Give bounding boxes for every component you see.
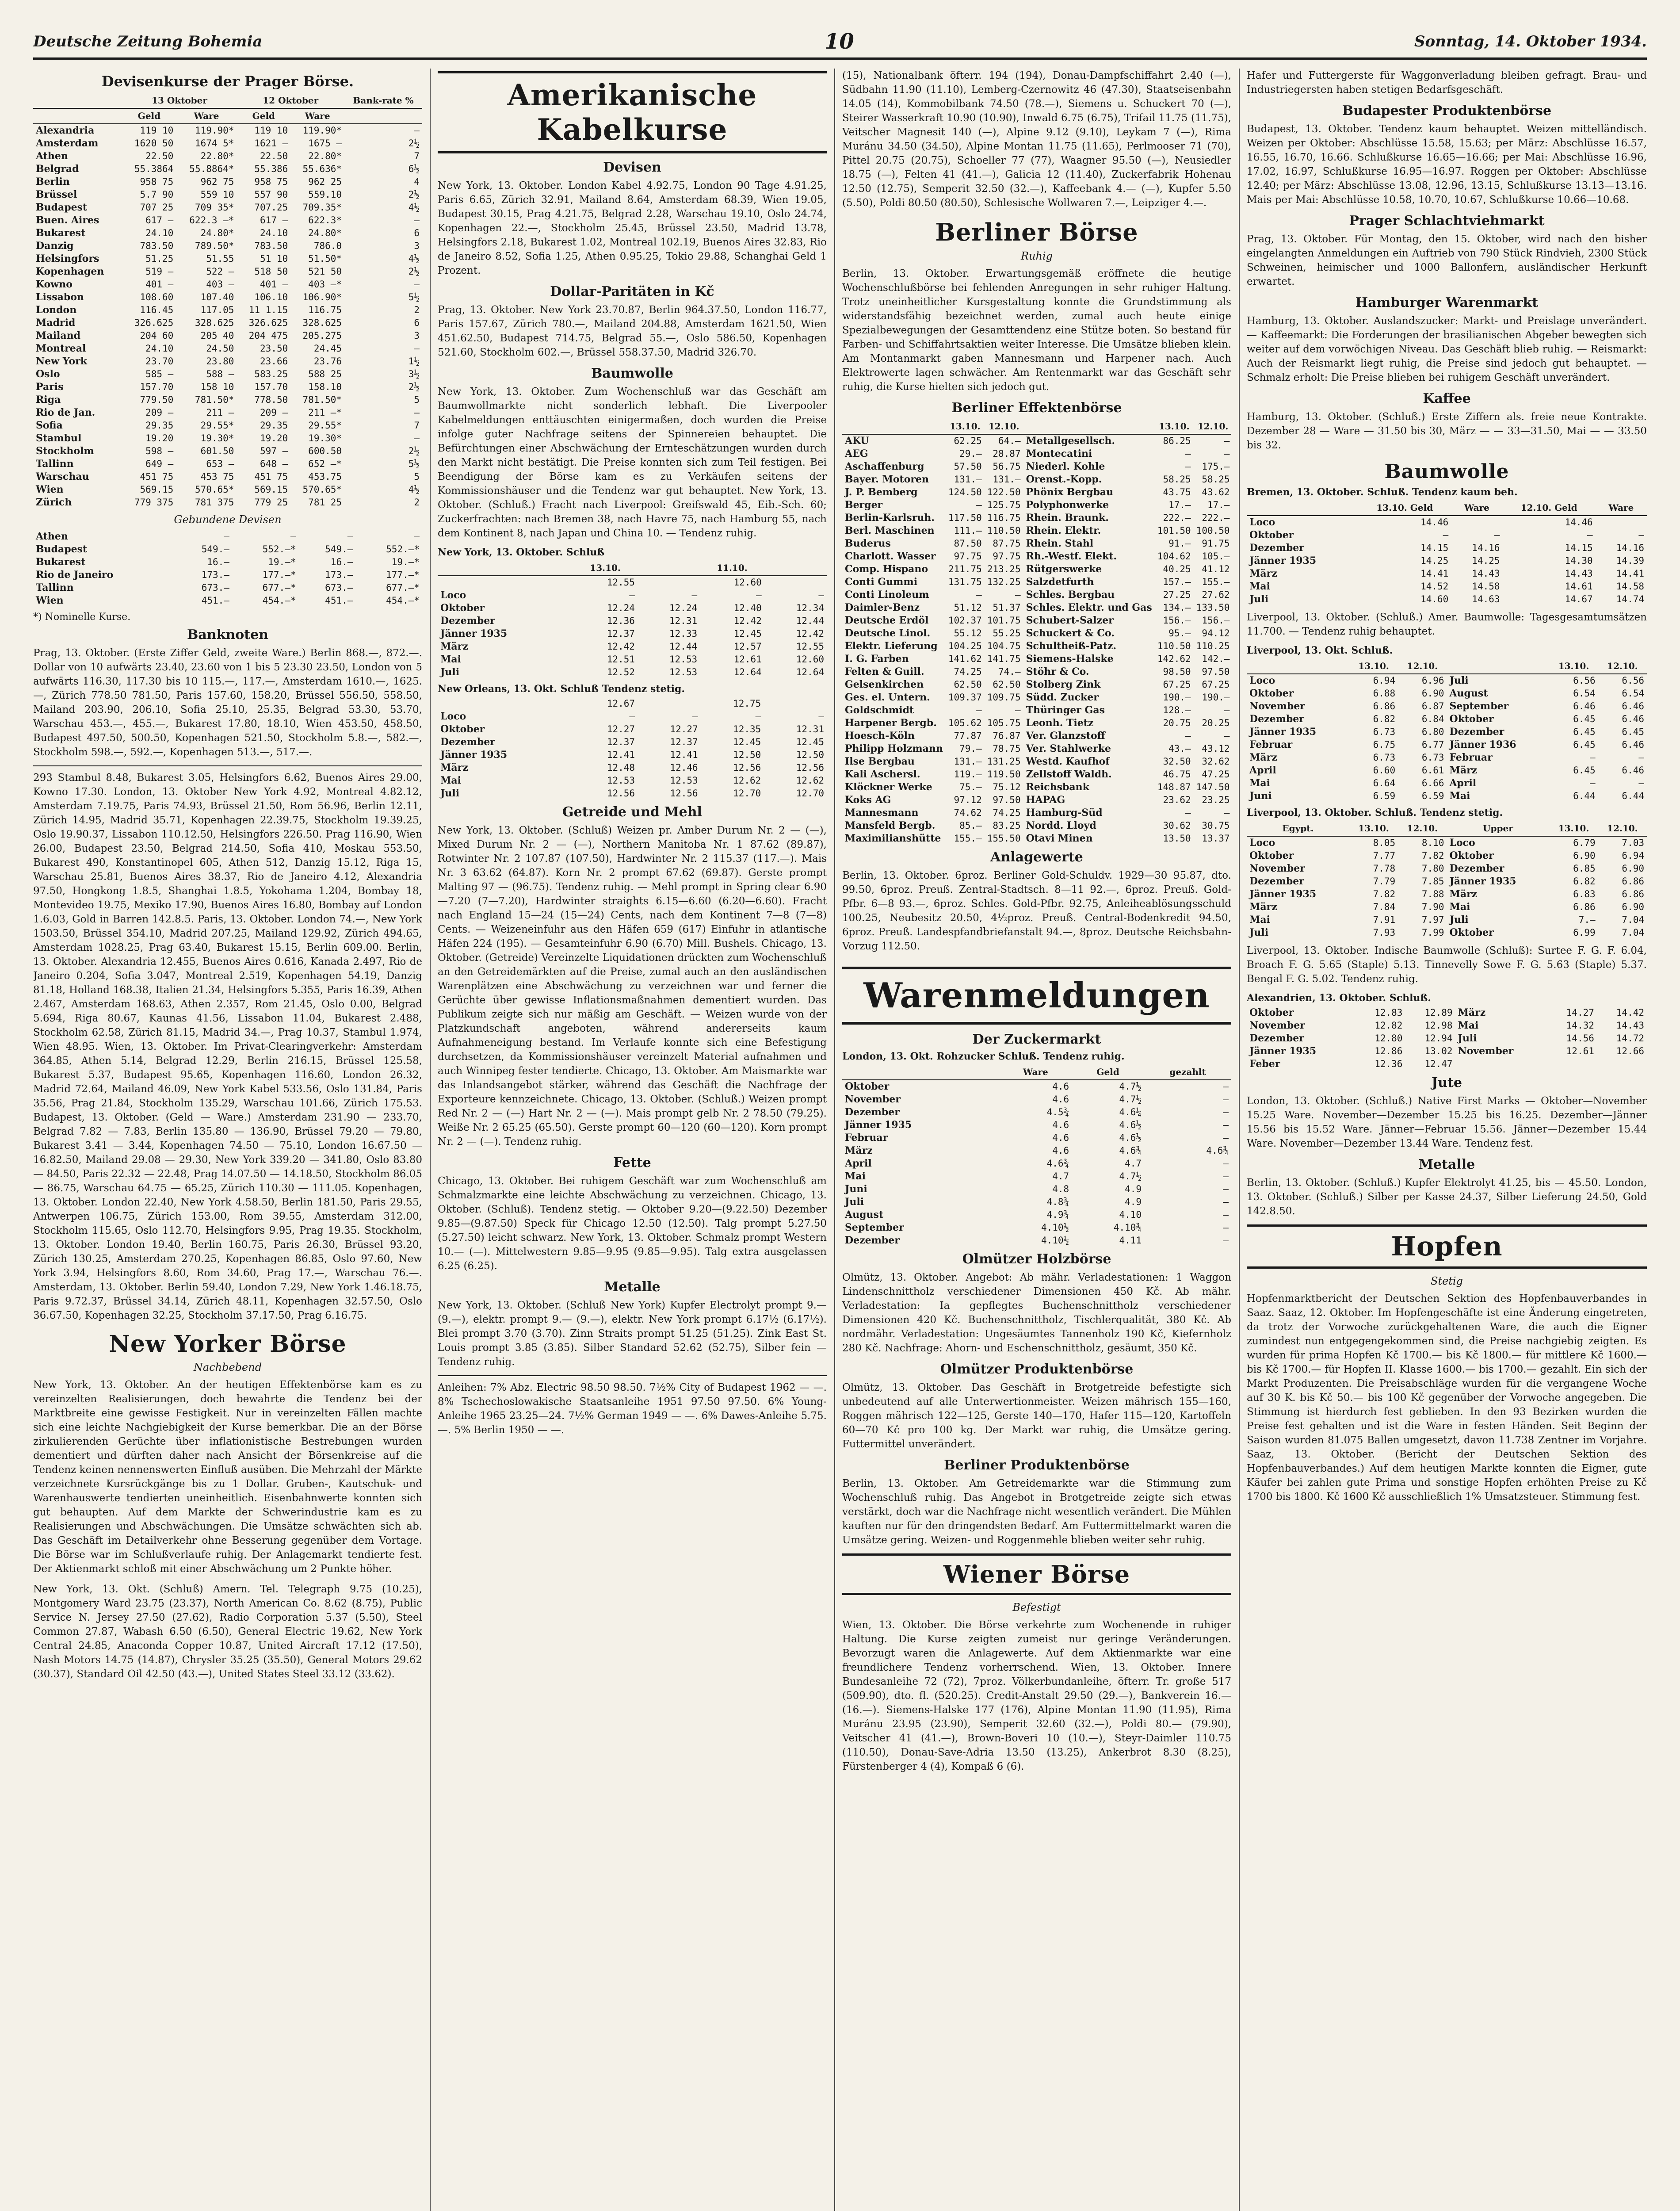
table-row: Oktober — — — — bbox=[1249, 529, 1644, 541]
table-row: I. G. Farben 141.62 141.75 Siemens-Halske 142.62 142.— bbox=[845, 653, 1230, 665]
table-row: Gelsenkirchen 62.50 62.50 Stolberg Zink 67.25 67.25 bbox=[845, 679, 1230, 690]
table-row: Koks AG 97.12 97.50 HAPAG 23.62 23.25 bbox=[845, 794, 1230, 806]
table-row: New York 23.70 23.80 23.66 23.76 1½ bbox=[36, 356, 420, 367]
liverpool2-table: Egypt. 13.10. 12.10. Upper 13.10. 12.10. Loco 8.05 8.10 Loco 6.79 7.03 Oktober 7.77 7.82 Oktober 6.90 6.94 November 7.78 7.80 Dezember 6.85 6.90 Dezember 7.79 7.85 Jänner 1935 6.82 6.86 Jänner 1935 7.82 7.88 März 6.83 6.86 März 7.84 7.90 Mai 6.86 6.90 Mai 7.91 7.97 Juli 7.— 7.04 Juli 7.93 7.99 Oktober 6.99 7.04 bbox=[1247, 821, 1647, 939]
table-row: Dezember 6.82 6.84 Oktober 6.45 6.46 bbox=[1249, 713, 1644, 725]
table-row: Februar 4.6 4.6½ — bbox=[845, 1132, 1229, 1144]
column-1 bbox=[33, 69, 422, 2211]
berl-prod-text: Berlin, 13. Oktober. Am Getreidemarkte war die Stimmung zum Wochenschluß ruhig. Das Angebot in Brotgetreide zeigte sich etwas verstärkt, doch war die Nachfrage nicht wesentlich verändert. Die Mühlen kauften nur für den dringendsten Bedarf. Am Futtermittelmarkt waren die Umsätze gering. Weizen- und Roggenmehle blieben weiter sehr ruhig. bbox=[842, 1478, 1231, 1546]
table-row: Athen — — — — bbox=[36, 531, 420, 542]
col-13-oct: 13 Oktober bbox=[122, 93, 237, 108]
ausland-kurse-text: 293 Stambul 8.48, Bukarest 3.05, Helsingfors 6.62, Buenos Aires 29.00, Kowno 17.30. London, 13. Oktober New York 4.92, Montreal 4.82.12, Amsterdam 7.19.75, Paris 74.93, Brüssel 21.50, Rom 56.96, Berlin 12.11, Zürich 14.95, Madrid 35.71, Kopenhagen 22.39.75, Stockholm 19.39.25, Oslo 19.90.37, Lissabon 110.12.50, Helsingfors 226.50. Prag 116.90, Wien 26.00, Budapest 23.50, Belgrad 214.50, Sofia 410, Moskau 553.50, Bukarest 490, Konstantinopel 605, Athen 512, Danzig 15.12, Riga 15, Warschau 25.81, Buenos Aires 38.37, Rio de Janeiro 4.12, Alexandria 97.50, Hongkong 1.8.5, Shanghai 1.8.5, Yokohama 1.204, Bombay 18, Montevideo 19.75, Mexiko 17.90, Buenos Aires 16.80, Bombay auf London 1.6.03, Gold in Barren 142.8.5. Paris, 13. Oktober. London 74.—, New York 1503.50, Brüssel 354.10, Madrid 207.25, Mailand 129.92, Zürich 494.65, Amsterdam 1028.25, Prag 63.40, Bukarest 15.15, Berlin 609.00. Berlin, 13. Oktober. Alexandria 12.455, Buenos Aires 0.616, Kanada 2.497, Rio de Janeiro 0.204, Sofia 3.047, Montreal 2.519, Kopenhagen 54.19, Danzig 81.18, Holland 168.38, Italien 21.34, Helsingfors 5.355, Paris 16.39, Athen 2.467, Amsterdam 168.63, Athen 2.357, Rom 21.45, Oslo 0.00, Belgrad 5.694, Riga 80.67, Kaunas 41.56, Lissabon 11.04, Bukarest 2.488, Stockholm 62.58, Zürich 81.15, Madrid 34.—, Prag 10.37, Stambul 1.974, Wien 48.95. Wien, 13. Oktober. Im Privat-Clearingverkehr: Amsterdam 364.85, Athen 5.14, Belgrad 12.29, Berlin 216.15, Brüssel 125.58, Bukarest 5.37, Budapest 95.65, Kopenhagen 116.60, London 26.32, Madrid 72.64, Mailand 46.09, New York Kabel 533.56, Oslo 131.84, Paris 35.56, Prag 21.84, Stockholm 135.29, Warschau 101.66, Zürich 175.53. Budapest, 13. Oktober. (Geld — Ware.) Amsterdam 231.90 — 233.70, Belgrad 7.82 — 7.83, Berlin 135.80 — 136.90, Brüssel 79.20 — 79.80, Bukarest 3.41 — 3.44, Kopenhagen 74.50 — 75.10, London 16.67.50 — 16.82.50, Mailand 29.08 — 29.30, New York 339.20 — 341.80, Oslo 83.80 — 84.50, Paris 22.32 — 22.48, Prag 14.07.50 — 14.18.50, Stockholm 86.05 — 86.75, Warschau 64.75 — 65.25, Zürich 110.30 — 111.05. Kopenhagen, 13. Oktober. London 22.40, New York 4.58.50, Berlin 181.50, Paris 29.55, Antwerpen 106.75, Zürich 153.00, Rom 39.55, Amsterdam 312.00, Stockholm 115.65, Oslo 112.70, Helsingfors 9.95, Prag 19.35. Stockholm, 13. Oktober. London 19.40, Berlin 160.75, Paris 26.30, Brüssel 93.20, Zürich 130.25, Amsterdam 270.25, Kopenhagen 86.85, Oslo 97.60, New York 3.94, Helsingfors 8.60, Rom 34.60, Prag 17.—, Warschau 76.—. Amsterdam, 13. Oktober. Berlin 59.40, London 7.29, New York 1.46.18.75, Paris 9.72.37, Brüssel 34.14, Zürich 48.11, Kopenhagen 32.57.50, Oslo 36.67.50, Kopenhagen 32.25, Stockholm 37.17.50, Prag 6.16.75. bbox=[33, 772, 422, 1321]
table-row: J. P. Bemberg 124.50 122.50 Phönix Bergbau 43.75 43.62 bbox=[845, 486, 1230, 498]
newyork-schluss-text: New York, 13. Okt. (Schluß) Amern. Tel. Telegraph 9.75 (10.25), Montgomery Ward 23.75 (23.37), North American Co. 8.62 (8.75), Public Service N. Jersey 27.50 (27.62), Radio Corporation 5.37 (5.50), Steel Common 27.87, Wabash 6.50 (6.50), General Electric 19.62, New York Central 24.85, Anaconda Copper 10.87, United Aircraft 17.12 (17.50), Nash Motors 14.75 (14.87), Chrysler 35.25 (35.50), General Motors 29.62 (30.37), Standard Oil 42.50 (43.—), United States Steel 33.12 (33.62). bbox=[33, 1584, 422, 1680]
table-row: April 6.60 6.61 März 6.45 6.46 bbox=[1249, 765, 1644, 776]
table-row: März 12.48 12.46 12.56 12.56 bbox=[440, 762, 824, 773]
table-row: Jänner 1935 12.86 13.02 November 12.61 12.66 bbox=[1249, 1045, 1644, 1057]
newyork-boerse-title: New Yorker Börse bbox=[109, 1331, 347, 1358]
table-row: Mai 7.91 7.97 Juli 7.— 7.04 bbox=[1249, 914, 1644, 926]
table-row: Februar 6.75 6.77 Jänner 1936 6.45 6.46 bbox=[1249, 739, 1644, 750]
kaffee-text: Hamburg, 13. Oktober. (Schluß.) Erste Ziffern als. freie neue Kontrakte. Dezember 28 — Ware — 31.50 bis 30, März — — 33—31.50, Mai — — 33.50 bis 32. bbox=[1247, 411, 1647, 451]
hamburg-waren-text: Hamburg, 13. Oktober. Auslandszucker: Markt- und Preislage unverändert. — Kaffeemarkt: Die Forderungen der brasilianischen Abgeber bewegten sich weiter auf dem vorwöchigen Niveau. Das Geschäft blieb ruhig. — Reismarkt: Auch der Reismarkt liegt ruhig, die Preise sind jedoch gut behauptet. — Schmalz erholt: Die Preise blieben bei ruhigem Geschäft unverändert. bbox=[1247, 315, 1647, 383]
olm-holz-text: Olmütz, 13. Oktober. Angebot: Ab mähr. Verladestationen: 1 Waggon Lindenschnittholz verschiedener Dimensionen 450 Kč. Ab mähr. Verladestation: Ia gepflegtes Buchenschnittholz verschiedener Dimensionen 420 Kč. Buchenschnittholz, Tischlerqualität, 380 Kč. Ab nordmähr. Verladestation: Ungesäumtes Tannenholz 190 Kč, Kiefernholz 280 Kč. Nachfrage: Ahorn- und Eschenschnittholz, gesäumt, 350 Kč. bbox=[842, 1272, 1231, 1354]
table-row: Ilse Bergbau 131.— 131.25 Westd. Kaufhof 32.50 32.62 bbox=[845, 756, 1230, 767]
table-row: Paris 157.70 158 10 157.70 158.10 2½ bbox=[36, 381, 420, 393]
table-row: Berger — 125.75 Polyphonwerke 17.— 17.— bbox=[845, 499, 1230, 511]
table-row: Hoesch-Köln 77.87 76.87 Ver. Glanzstoff — — bbox=[845, 730, 1230, 742]
table-row: Oslo 585 — 588 — 583.25 588 25 3½ bbox=[36, 368, 420, 380]
table-row: Mansfeld Bergb. 85.— 83.25 Nordd. Lloyd 30.62 30.75 bbox=[845, 820, 1230, 831]
liverpool-table: 13.10. 12.10. 13.10. 12.10. Loco 6.94 6.96 Juli 6.56 6.56 Oktober 6.88 6.90 August 6.54 6.54 November 6.86 6.87 September 6.46 6.46 Dezember 6.82 6.84 Oktober 6.45 6.46 Jänner 1935 6.73 6.80 Dezember 6.45 6.45 Februar 6.75 6.77 Jänner 1936 6.45 6.46 März 6.73 6.73 Februar — — April 6.60 6.61 März 6.45 6.46 Mai 6.64 6.66 April — — Juni 6.59 6.59 Mai 6.44 6.44 bbox=[1247, 659, 1647, 803]
devisen-subtitle: Devisen bbox=[603, 160, 661, 175]
column-rule bbox=[1239, 69, 1240, 2211]
zuckermarkt-title: Der Zuckermarkt bbox=[972, 1032, 1101, 1047]
table-row: Juli 12.56 12.56 12.70 12.70 bbox=[440, 788, 824, 799]
table-row: Mailand 204 60 205 40 204 475 205.275 3 bbox=[36, 330, 420, 341]
table-row: März 12.42 12.44 12.57 12.55 bbox=[440, 641, 824, 652]
table-row: Kali Aschersl. 119.— 119.50 Zellstoff Waldh. 46.75 47.25 bbox=[845, 769, 1230, 780]
table-row: November 12.82 12.98 Mai 14.32 14.43 bbox=[1249, 1020, 1644, 1031]
table-row: Elektr. Lieferung 104.25 104.75 Schultheiß-Patz. 110.50 110.25 bbox=[845, 640, 1230, 652]
liverpool2-head: Liverpool, 13. Oktober. Schluß. Tendenz stetig. bbox=[1247, 807, 1503, 819]
effektenboerse-title: Berliner Effektenbörse bbox=[951, 400, 1122, 416]
table-row: Oktober 4.6 4.7½ — bbox=[845, 1081, 1229, 1092]
column-4 bbox=[1247, 69, 1647, 2211]
table-row: Dezember 12.80 12.94 Juli 14.56 14.72 bbox=[1249, 1033, 1644, 1044]
table-row: Oktober 12.24 12.24 12.40 12.34 bbox=[440, 602, 824, 614]
banknoten-text: Prag, 13. Oktober. (Erste Ziffer Geld, zweite Ware.) Berlin 868.—, 872.—. Dollar von 10 aufwärts 23.40, 23.60 von 1 bis 5 23.30 23.50, London von 5 aufwärts 116.30, 117.30 bis 10 115.—, 117.—, Amsterdam 1610.—, 1625.—, Zürich 778.50 781.50, Paris 157.60, 158.20, Brüssel 556.50, 558.50, Mailand 203.90, 206.10, Sofia 25.10, 25.35, Belgrad 53.30, 53.70, Warschau 453.—, 455.—, Bukarest 17.80, 18.10, Wien 453.50, 458.50, Budapest 497.50, 500.50, Kopenhagen 521.50, Stockholm 5.8.—, 582.—, Stockholm 598.—, 592.—, Kopenhagen 513.—, 517.—. bbox=[33, 647, 422, 758]
column-2 bbox=[438, 69, 827, 2211]
table-row: Conti Linoleum — — Schles. Bergbau 27.25 27.62 bbox=[845, 589, 1230, 601]
table-row: Juli 4.8¾ 4.9 — bbox=[845, 1196, 1229, 1208]
table-row: Berlin-Karlsruh. 117.50 116.75 Rhein. Braunk. 222.— 222.— bbox=[845, 512, 1230, 524]
table-row: Lissabon 108.60 107.40 106.10 106.90* 5½ bbox=[36, 291, 420, 303]
table-row: Oktober 12.83 12.89 März 14.27 14.42 bbox=[1249, 1007, 1644, 1018]
table-row: Ges. el. Untern. 109.37 109.75 Südd. Zucker 190.— 190.— bbox=[845, 692, 1230, 703]
table-row: Jänner 1935 14.25 14.25 14.30 14.39 bbox=[1249, 555, 1644, 566]
column-rule bbox=[430, 69, 431, 2211]
no-baumwolle-head: New Orleans, 13. Okt. Schluß Tendenz stetig. bbox=[438, 683, 685, 695]
table-row: August 4.9¾ 4.10 — bbox=[845, 1209, 1229, 1220]
table-row: Loco — — — — bbox=[440, 711, 824, 722]
gebundene-title: Gebundene Devisen bbox=[174, 513, 282, 526]
footnote: *) Nominelle Kurse. bbox=[33, 612, 131, 623]
table-row: März 7.84 7.90 Mai 6.86 6.90 bbox=[1249, 901, 1644, 913]
wiener-boerse-subtitle: Befestigt bbox=[1012, 1601, 1061, 1614]
table-row: AKU 62.25 64.— Metallgesellsch. 86.25 — bbox=[845, 435, 1230, 447]
hopfen-title: Hopfen bbox=[1247, 1224, 1647, 1269]
wien-kurse-continued: (15), Nationalbank öfterr. 194 (194), Donau-Dampfschiffahrt 2.40 (—), Südbahn 11.90 (11.10), Lemberg-Czernowitz 46 (47.30), Staatseisenbahn 14.05 (14), Kommobilbank 74.50 (78.—), Siemens u. Schuckert 70 (—), Steirer Wasserkraft 10.90 (10.90), Inwald 6.75 (6.75), Trifail 11.75 (11.75), Veitscher Magnesit 140 (—), Alpine 9.12 (9.10), Leykam 7 (—), Rima Muránu 34.50 (34.50), Alpine Montan 11.75 (11.65), Perlmooser 71 (70), Pittel 20.75 (20.75), Schoeller 77 (77), Waagner 95.50 (—), Neusiedler 18.75 (—), Felten 41 (41.—), Galicia 12 (11.40), Zuckerfabrik Hohenau 12.50 (12.75), Semperit 32.50 (32.—), Kaffeebank 4.— (—), Kupfer 5.50 (5.50), Poldi 80.50 (80.50), Schlesische Wollwaren 7.—, Leipziger 4.—. bbox=[842, 70, 1231, 209]
kabelkurse-title: Amerikanische Kabelkurse bbox=[438, 71, 827, 153]
table-row: Deutsche Erdöl 102.37 101.75 Schubert-Salzer 156.— 156.— bbox=[845, 615, 1230, 626]
fette-title: Fette bbox=[613, 1155, 651, 1171]
liverpool-text: Liverpool, 13. Oktober. (Schluß.) Amer. Baumwolle: Tagesgesamtumsätzen 11.700. — Tendenz ruhig behauptet. bbox=[1247, 612, 1647, 637]
table-row: Mannesmann 74.62 74.25 Hamburg-Süd — — bbox=[845, 807, 1230, 819]
jute-text: London, 13. Oktober. (Schluß.) Native First Marks — Oktober—November 15.25 Ware. November—Dezember 15.25 bis 16.25. Dezember—Jänner 15.56 bis 15.52 Ware. Jänner—Februar 15.56. Jänner—Dezember 15.44 Ware. November—Dezember 13.44 Ware. Tendenz fest. bbox=[1247, 1095, 1647, 1149]
olm-holz-title: Olmützer Holzbörse bbox=[962, 1251, 1111, 1267]
table-row: Aschaffenburg 57.50 56.75 Niederl. Kohle — 175.— bbox=[845, 461, 1230, 472]
anlagewerte-title: Anlagewerte bbox=[990, 849, 1083, 865]
table-row: März 6.73 6.73 Februar — — bbox=[1249, 752, 1644, 763]
table-row: Feber 12.36 12.47 bbox=[1249, 1058, 1453, 1070]
devisen-text: New York, 13. Oktober. London Kabel 4.92.75, London 90 Tage 4.91.25, Paris 6.65, Zürich 32.91, Mailand 8.64, Amsterdam 68.39, Wien 19.05, Budapest 30.15, Prag 4.21.75, Belgrad 2.28, Warschau 19.10, Oslo 24.74, Kopenhagen 22.—, Stockholm 25.45, Brüssel 23.50, Madrid 13.78, Helsingfors 2.18, Bukarest 1.02, Montreal 102.19, Buenos Aires 32.83, Rio de Janeiro 8.52, Sofia 1.25, Athen 0.95.25, Tokio 29.88, Schanghai Geld 1 Prozent. bbox=[438, 180, 827, 276]
table-row: März 14.41 14.43 14.43 14.41 bbox=[1249, 568, 1644, 579]
table-row: Riga 779.50 781.50* 778.50 781.50* 5 bbox=[36, 394, 420, 405]
table-row: Helsingfors 51.25 51.55 51 10 51.50* 4½ bbox=[36, 253, 420, 264]
indisch-text: Liverpool, 13. Oktober. Indische Baumwolle (Schluß): Surtee F. G. F. 6.04, Broach F. G. 5.65 (Staple) 5.13. Tinnevelly Sowe F. G. 5.63 (Staple) 5.37. Bengal F. G. 5.02. Tendenz ruhig. bbox=[1247, 945, 1647, 985]
table-row: Oktober 6.88 6.90 August 6.54 6.54 bbox=[1249, 688, 1644, 699]
newyork-boerse-text: New York, 13. Oktober. An der heutigen Effektenbörse kam es zu vereinzelten Realisierungen, doch bewahrte die Tendenz bei der Marktbreite eine gewisse Festigkeit. Nur in vereinzelten Fällen machte sich eine leichte Nachgiebigkeit der Kurse bemerkbar. Die an der Börse zirkulierenden Gerüchte über inflationistische Bestrebungen wurden dementiert und dürften daher nach Ansicht der Börsenkreise auf die Tendenz keinen nennenswerten Einfluß ausüben. Die Mehrzahl der Märkte verzeichnete Kursrückgänge bis zu 1 Dollar. Gruben-, Kautschuk- und Warenhauswerte tendierten uneinheitlich. Eisenbahnwerte konnten sich gut behaupten. Auf dem Markte der Schwerindustrie kam es zu Realisierungen und Abschwächungen. Die Umsätze schwächten sich ab. Das Geschäft im Detailverkehr ohne Besserung gegenüber dem Vortage. Die Börse war im Schlußverlaufe ruhig. Der Anlagemarkt tendierte fest. Der Aktienmarkt schloß mit einer Abschwächung um 2 Punkte höher. bbox=[33, 1379, 422, 1575]
table-row: Mai 4.7 4.7½ — bbox=[845, 1171, 1229, 1182]
hafer-text: Hafer und Futtergerste für Waggonverladung bleiben gefragt. Brau- und Industriegersten haben stetigen Bedarfsgeschäft. bbox=[1247, 70, 1647, 96]
getreide-title: Getreide und Mehl bbox=[562, 804, 702, 820]
table-row: Warschau 451 75 453 75 451 75 453.75 5 bbox=[36, 471, 420, 482]
banknoten-title: Banknoten bbox=[187, 627, 268, 643]
dollar-paritaeten-title: Dollar-Paritäten in Kč bbox=[550, 284, 714, 299]
table-row: Philipp Holzmann 79.— 78.75 Ver. Stahlwerke 43.— 43.12 bbox=[845, 743, 1230, 754]
column-3 bbox=[842, 69, 1231, 2211]
berliner-boerse-title: Berliner Börse bbox=[935, 218, 1138, 246]
table-row: April 4.6¾ 4.7 — bbox=[845, 1158, 1229, 1169]
table-row: Loco 8.05 8.10 Loco 6.79 7.03 bbox=[1249, 837, 1644, 849]
column-rule bbox=[834, 69, 835, 2211]
alex-head: Alexandrien, 13. Oktober. Schluß. bbox=[1247, 992, 1431, 1004]
table-row: Dezember 14.15 14.16 14.15 14.16 bbox=[1249, 542, 1644, 554]
table-row: Berlin 958 75 962 75 958 75 962 25 4 bbox=[36, 176, 420, 187]
table-row: Alexandria 119 10 119.90* 119 10 119.90* — bbox=[36, 125, 420, 136]
table-row: Athen 22.50 22.80* 22.50 22.80* 7 bbox=[36, 150, 420, 162]
table-row: Tallinn 673.— 677.—* 673.— 677.—* bbox=[36, 582, 420, 593]
masthead bbox=[33, 27, 1647, 60]
wiener-boerse-title: Wiener Börse bbox=[842, 1553, 1231, 1595]
table-row: Juni 4.8 4.9 — bbox=[845, 1183, 1229, 1195]
table-row: Buderus 87.50 87.75 Rhein. Stahl 91.— 91.75 bbox=[845, 538, 1230, 549]
col-bankrate: Bank-rate % bbox=[344, 93, 422, 108]
anlagewerte-text: Berlin, 13. Oktober. 6proz. Berliner Gold-Schuldv. 1929—30 95.87, dto. 99.50, 6proz. Preuß. Zentral-Stadtsch. 8—11 92.—, 6proz. Preuß. Gold-Pfbr. 6—8 93.—, 6proz. Schles. Gold-Pfbr. 92.75, Anleiheablösungsschuld 100.25, Neubesitz 20.50, 4½proz. Preuß. Central-Bodenkredit 94.50, 6proz. Preuß. Landespfandbriefanstalt 94.—, 8proz. Deutsche Reichsbahn-Vorzug 112.50. bbox=[842, 870, 1231, 952]
schlachtvieh-title: Prager Schlachtviehmarkt bbox=[1349, 213, 1545, 229]
table-row: Bayer. Motoren 131.— 131.— Orenst.-Kopp. 58.25 58.25 bbox=[845, 474, 1230, 485]
baumwolle-text: New York, 13. Oktober. Zum Wochenschluß war das Geschäft am Baumwollmarkte nicht sonderlich lebhaft. Die Liverpooler Kabelmeldungen enttäuschten einigermaßen, doch wurden die Preise infolge guter Nachfrage seitens der Spinnereien behauptet. Die Befürchtungen einer Abschwächung der Ernteschätzungen wurden durch den Markt nicht bestätigt. Die Preise konnten sich zum Teil festigen. Bei Beendigung der Börse kam es zu Verkäufen seitens der Kommissionshäuser und die Tendenz war gut behauptet. New York, 13. Oktober. (Schluß.) Fracht nach Liverpool: Greifswald 45, Eib.-Sch. 60; Zuckerfrachten: nach Bremen 38, nach Havre 75, nach Hamburg 55, nach dem Kontinent 8, nach Japan und China 10. — Tendenz ruhig. bbox=[438, 386, 827, 539]
devisen-prag-table: 13 Oktober 12 Oktober Bank-rate % Geld Ware Geld Ware Alexandria 119 10 119.90* 119 10 119.90* — Amsterdam 1620 50 1674 5* 1621 — 1675 — 2½ Athen 22.50 22.80* 22.50 22.80* 7 Belgrad 55.3864 55.8864* 55.386 55.636* 6½ Berlin 958 75 962 75 958 75 962 25 4 Brüssel 5.7 90 559 10 557 90 559.10 2½ Budapest 707 25 709 35* 707.25 709.35* 4½ Buen. Aires 617 — 622.3 —* 617 — 622.3* — Bukarest 24.10 24.80* 24.10 24.80* 6 Danzig 783.50 789.50* 783.50 786.0 3 Helsingfors 51.25 51.55 51 10 51.50* 4½ Kopenhagen 519 — 522 — 518 50 521 50 2½ Kowno 401 — 403 — 401 — 403 —* — Lissabon 108.60 107.40 106.10 106.90* 5½ London 116.45 117.05 11 1.15 116.75 2 Madrid 326.625 328.625 326.625 328.625 6 Mailand 204 60 205 40 204 475 205.275 3 Montreal 24.10 24.50 23.50 24.45 — New York 23.70 23.80 23.66 23.76 1½ Oslo 585 — 588 — 583.25 588 25 3½ Paris 157.70 158 10 157.70 158.10 2½ Riga 779.50 781.50* 778.50 781.50* 5 Rio de Jan. 209 — 211 — 209 — 211 —* — Sofia 29.35 29.55* 29.35 29.55* 7 Stambul 19.20 19.30* 19.20 19.30* — Stockholm 598 — 601.50 597 — 600.50 2½ Tallinn 649 — 653 — 648 — 652 —* 5½ Warschau 451 75 453 75 451 75 453.75 5 Wien 569.15 570.65* 569.15 570.65* 4½ Zürich 779 375 781 375 779 25 781 25 2 bbox=[33, 93, 422, 509]
zucker-head: London, 13. Okt. Rohzucker Schluß. Tendenz ruhig. bbox=[842, 1051, 1125, 1062]
bremen-table: 13.10. Geld Ware 12.10. Geld Ware Loco 14.46 14.46 Oktober — — — — Dezember 14.15 14.16 14.15 14.16 Jänner 1935 14.25 14.25 14.30 14.39 März 14.41 14.43 14.43 14.41 Mai 14.52 14.58 14.61 14.58 Juli 14.60 14.63 14.67 14.74 bbox=[1247, 501, 1647, 606]
metalle-title: Metalle bbox=[604, 1279, 661, 1295]
table-row: November 6.86 6.87 September 6.46 6.46 bbox=[1249, 700, 1644, 712]
table-row: Juli 7.93 7.99 Oktober 6.99 7.04 bbox=[1249, 927, 1644, 938]
berliner-boerse-text: Berlin, 13. Oktober. Erwartungsgemäß eröffnete die heutige Wochenschlußbörse bei fehlenden Anregungen in sehr ruhiger Haltung. Trotz uneinheitlicher Kursgestaltung konnte die Grundstimmung als widerstandsfähig bezeichnet werden, zumal auch heute einige Spezialbewegungen der Gesamttendenz eine Stütze boten. So bestand für Farben- und Schiffahrtsaktien weiter Interesse. Die Umsätze blieben klein. Am Montanmarkt gaben Mannesmann und Harpener nach. Auch Elektrowerte lagen schwächer. Am Rentenmarkt war das Geschäft sehr ruhig, die Kurse hielten sich jedoch gut. bbox=[842, 268, 1231, 393]
table-row: AEG 29.— 28.87 Montecatini — — bbox=[845, 448, 1230, 459]
table-row: Deutsche Linol. 55.12 55.25 Schuckert & Co. 95.— 94.12 bbox=[845, 627, 1230, 639]
table-row: Budapest 549.— 552.—* 549.— 552.—* bbox=[36, 543, 420, 555]
fette-text: Chicago, 13. Oktober. Bei ruhigem Geschäft war zum Wochenschluß am Schmalzmarkte eine leichte Abschwächung zu verzeichnen. Chicago, 13. Oktober. (Schluß). Tendenz stetig. — Oktober 9.20—(9.22.50) Dezember 9.85—(9.87.50) Speck für Chicago 12.50 (12.50). Talg prompt 5.27.50 (5.27.50) leicht schwarz. New York, 13. Oktober. Schmalz prompt Western 10.— (—). Mittelwestern 9.85—9.95 (9.85—9.95). Talg extra ausgelassen 6.25 (6.25). bbox=[438, 1175, 827, 1272]
col-12-oct: 12 Oktober bbox=[237, 93, 344, 108]
table-row: Sofia 29.35 29.55* 29.35 29.55* 7 bbox=[36, 420, 420, 431]
table-row: Mai 12.51 12.53 12.61 12.60 bbox=[440, 654, 824, 665]
wiener-boerse-text: Wien, 13. Oktober. Die Börse verkehrte zum Wochenende in ruhiger Haltung. Die Kurse zeigten zumeist nur geringe Veränderungen. Bevorzugt waren die Anlagewerte. Auf dem Aktienmarkte war eine freundlichere Tendenz vorherrschend. Wien, 13. Oktober. Innere Bundesanleihe 72 (72), 7proz. Völkerbundanleihe, öfterr. Tr. große 517 (509.90), dto. fl. (520.25). Credit-Anstalt 29.50 (29.—), Bankverein 16.— (16.—). Siemens-Halske 177 (176), Alpine Montan 11.90 (11.95), Rima Muránu 23.95 (23.90), Semperit 32.60 (32.—), Poldi 80.— (79.90), Veitscher 41 (41.—), Brown-Boveri 10 (10.—), Steyr-Daimler 110.75 (110.50), Donau-Save-Adria 13.50 (13.25), Ankerbrot 8.30 (8.25), Fürstenberger 4 (4), Kompaß 6 (6). bbox=[842, 1619, 1231, 1772]
berl-prod-title: Berliner Produktenbörse bbox=[944, 1457, 1130, 1473]
anleihen-text: Anleihen: 7% Abz. Electric 98.50 98.50. 7½% City of Budapest 1962 — —. 8% Tschechoslowakische Staatsanleihe 1951 97.50 97.50. 6% Young-Anleihe 1965 23.25—24. 7½% German 1949 — —. 6% Dawes-Anleihe 5.75.—. 5% Berlin 1950 — —. bbox=[438, 1382, 827, 1436]
table-row: Wien 451.— 454.—* 451.— 454.—* bbox=[36, 595, 420, 606]
table-row: Harpener Bergb. 105.62 105.75 Leonh. Tietz 20.75 20.25 bbox=[845, 717, 1230, 729]
table-row: Brüssel 5.7 90 559 10 557 90 559.10 2½ bbox=[36, 189, 420, 200]
table-row: Belgrad 55.3864 55.8864* 55.386 55.636* 6½ bbox=[36, 163, 420, 175]
table-row: Rio de Jan. 209 — 211 — 209 — 211 —* — bbox=[36, 407, 420, 418]
gebundene-table bbox=[33, 530, 422, 607]
kaffee-title: Kaffee bbox=[1423, 391, 1471, 406]
table-row: Oktober 7.77 7.82 Oktober 6.90 6.94 bbox=[1249, 850, 1644, 861]
divider bbox=[438, 1375, 827, 1376]
table-row: Klöckner Werke 75.— 75.12 Reichsbank 148.87 147.50 bbox=[845, 781, 1230, 793]
table-row: Juli 14.60 14.63 14.67 14.74 bbox=[1249, 593, 1644, 605]
table-row: November 4.6 4.7½ — bbox=[845, 1094, 1229, 1105]
no-baumwolle-table: 12.67 12.75 Loco — — — — Oktober 12.27 12.27 12.35 12.31 Dezember 12.37 12.37 12.45 12.45 Jänner 1935 12.41 12.41 12.50 12.50 März 12.48 12.46 12.56 12.56 Mai 12.53 12.53 12.62 12.62 Juli 12.56 12.56 12.70 12.70 bbox=[438, 697, 827, 800]
table-row: Conti Gummi 131.75 132.25 Salzdetfurth 157.— 155.— bbox=[845, 576, 1230, 588]
page-number: 10 bbox=[825, 29, 854, 54]
table-row: Oktober 12.27 12.27 12.35 12.31 bbox=[440, 723, 824, 735]
baumwolle-bremen-title: Baumwolle bbox=[1384, 460, 1509, 483]
table-row: Dezember 4.5¾ 4.6¼ — bbox=[845, 1106, 1229, 1118]
issue-date: Sonntag, 14. Oktober 1934. bbox=[1414, 33, 1647, 50]
metalle-text: New York, 13. Oktober. (Schluß New York) Kupfer Electrolyt prompt 9.— (9.—), elektr. prompt 9.— (9.—), elektr. New York prompt 6.17½ (6.17½). Blei prompt 3.70 (3.70). Zinn Straits prompt 51.25 (51.25). Zink East St. Louis prompt 3.85 (3.85). Silber Standard 52.62 (52.75), Silber fein — Tendenz ruhig. bbox=[438, 1300, 827, 1368]
table-row: Jänner 1935 12.37 12.33 12.45 12.42 bbox=[440, 628, 824, 639]
warenmeldungen-title: Warenmeldungen bbox=[842, 967, 1231, 1025]
newspaper-page bbox=[33, 27, 1647, 2211]
devisen-prag-title: Devisenkurse der Prager Börse. bbox=[101, 73, 354, 90]
table-row: Mai 12.53 12.53 12.62 12.62 bbox=[440, 775, 824, 786]
jute-title: Jute bbox=[1432, 1075, 1462, 1090]
table-row: Dezember 12.36 12.31 12.42 12.44 bbox=[440, 615, 824, 627]
table-row: Jänner 1935 7.82 7.88 März 6.83 6.86 bbox=[1249, 888, 1644, 900]
table-row: Juli 12.52 12.53 12.64 12.64 bbox=[440, 666, 824, 678]
table-row: Loco 6.94 6.96 Juli 6.56 6.56 bbox=[1249, 675, 1644, 686]
olm-prod-title: Olmützer Produktenbörse bbox=[940, 1362, 1134, 1377]
table-row: Mai 14.52 14.58 14.61 14.58 bbox=[1249, 581, 1644, 592]
table-row: Bukarest 16.— 19.—* 16.— 19.—* bbox=[36, 556, 420, 568]
table-row: London 116.45 117.05 11 1.15 116.75 2 bbox=[36, 304, 420, 316]
table-row: Charlott. Wasser 97.75 97.75 Rh.-Westf. Elekt. 104.62 105.— bbox=[845, 551, 1230, 562]
table-row: Kowno 401 — 403 — 401 — 403 —* — bbox=[36, 279, 420, 290]
liverpool-head: Liverpool, 13. Okt. Schluß. bbox=[1247, 645, 1393, 656]
hopfen-text: Hopfenmarktbericht der Deutschen Sektion des Hopfenbauverbandes in Saaz. Saaz, 12. Oktober. Im Hopfengeschäfte ist eine Änderung eingetreten, da trotz der Vorwoche zurückgehaltenen Ware, die auch die Eigner zumindest nun entgegengekommen sind, die Preise nachgiebig zeigten. Es wurden für prima Hopfen Kč 1700.— bis Kč 1800.— für mittlere Kč 1600.— bis Kč 1700.— für Hopfen II. Klasse 1600.— bis 1700.— gezahlt. Ein sich der Markt Produzenten. Die Preisabschläge wurden für die vergangene Woche auf 30 K. bis Kč 50.— bis 100 Kč gegenüber der Vorwoche angegeben. Die Stimmung ist hierdurch fest geblieben. In den 93 Bezirken wurden die Preise fest gehalten und ist die Ware in festen Händen. Seit Beginn der Saison wurden 81.075 Ballen umgesetzt, davon 11.738 Zentner im Vorjahre. Saaz, 13. Oktober. (Bericht der Deutschen Sektion des Hopfenbauverbandes.) Auf dem heutigen Markte konnten die Eigner, gute Käufer bei zahlen gute Prima und sonstige Hopfen erhöhten Preise zu Kč 1700 bis 1800. Kč 1600 Kč ausschließlich 1% Umsatzsteuer. Stimmung fest. bbox=[1247, 1293, 1647, 1503]
table-row: Kopenhagen 519 — 522 — 518 50 521 50 2½ bbox=[36, 266, 420, 277]
table-row: Stambul 19.20 19.30* 19.20 19.30* — bbox=[36, 432, 420, 444]
table-row: Dezember 4.10½ 4.11 — bbox=[845, 1235, 1229, 1246]
table-row: Tallinn 649 — 653 — 648 — 652 —* 5½ bbox=[36, 458, 420, 470]
table-row: Jänner 1935 12.41 12.41 12.50 12.50 bbox=[440, 749, 824, 761]
table-row: Amsterdam 1620 50 1674 5* 1621 — 1675 — 2½ bbox=[36, 138, 420, 149]
berliner-boerse-subtitle: Ruhig bbox=[1020, 250, 1053, 262]
table-row: Montreal 24.10 24.50 23.50 24.45 — bbox=[36, 343, 420, 354]
getreide-text: New York, 13. Oktober. (Schluß) Weizen pr. Amber Durum Nr. 2 — (—), Mixed Durum Nr. 2 — (—), Northern Manitoba Nr. 1 87.62 (89.87), Rotwinter Nr. 2 107.87 (107.50), Hardwinter Nr. 2 115.37 (117.—). Mais Nr. 3 63.62 (64.87). Korn Nr. 2 prompt 67.62 (69.87). Gerste prompt Malting 97 — (96.75). Tendenz ruhig. — Mehl prompt in Spring clear 6.90—7.20 (7—7.20), Hardwinter straights 6.15—6.60 (6.20—6.60). Fracht nach England 15—24 (15—24) Cents, nach dem Kontinent 7—8 (7—8) Cents. — Weizeneinfuhr aus den Häfen 659 (617) Einfuhr in atlantische Häfen 224 (195). — Gesamteinfuhr 6.90 (6.70) Mill. Bushels. Chicago, 13. Oktober. (Getreide) Vereinzelte Liquidationen drückten zum Wochenschluß an den Getreidemärkten auf die Preise, zumal auch an den ausländischen Warenplätzen eine Abschwächung zu verzeichnen war und ferner die Gerüchte über gewisse Inflationsmaßnahmen dementiert wurden. Das Publikum zeigte sich nur mäßig am Geschäft. — Weizen wurde von der Platzkundschaft angeboten, während andererseits kaum Aufnahmeneigung bestand. Im Verlaufe konnte sich eine Befestigung durchsetzen, da Kommissionshäuser vereinzelt Material aufnahmen und auch Winnipeg fester tendierte. Chicago, 13. Oktober. Am Maismarkte war das Inlandsangebot stärker, während das Geschäft die Nachfrage der Exporteure kennzeichnete. Chicago, 13. Oktober. (Schluß.) Weizen prompt Red Nr. 2 — (—) Hart Nr. 2 — (—). Mais prompt gelb Nr. 2 78.50 (79.25). Weiße Nr. 2 65.25 (65.50). Gerste prompt 60—120 (60—120). Korn prompt Nr. 2 — (—). Tendenz ruhig. bbox=[438, 825, 827, 1148]
table-row: Madrid 326.625 328.625 326.625 328.625 6 bbox=[36, 317, 420, 329]
table-row: Dezember 7.79 7.85 Jänner 1935 6.82 6.86 bbox=[1249, 876, 1644, 887]
table-row: Wien 569.15 570.65* 569.15 570.65* 4½ bbox=[36, 484, 420, 495]
table-row: Felten & Guill. 74.25 74.— Stöhr & Co. 98.50 97.50 bbox=[845, 666, 1230, 677]
table-row: November 7.78 7.80 Dezember 6.85 6.90 bbox=[1249, 863, 1644, 874]
schlachtvieh-text: Prag, 13. Oktober. Für Montag, den 15. Oktober, wird nach den bisher eingelangten Anmeldungen ein Auftrieb von 790 Stück Rindvieh, 2300 Stück Schweinen, heimischer und 1000 Ballonfern, ausländischer Herkunft erwartet. bbox=[1247, 233, 1647, 287]
divider bbox=[33, 765, 422, 766]
table-row: März 4.6 4.6¾ 4.6¾ bbox=[845, 1145, 1229, 1156]
table-row: Bukarest 24.10 24.80* 24.10 24.80* 6 bbox=[36, 227, 420, 239]
budapest-prod-text: Budapest, 13. Oktober. Tendenz kaum behauptet. Weizen mittelländisch. Weizen per Oktober: Abschlüsse 15.58, 15.63; per März: Abschlüsse 16.57, 16.55, 16.70, 16.66. Schlußkurse 16.65—16.66; per Mai: Abschlüsse 16.96, 17.02, 16.97, Schlußkurse 16.95—16.97. Roggen per Oktober: Abschlüsse 12.40; per März: Abschlüsse 13.08, 12.96, 13.15, Schlußkurse 13.13—13.16. Mais per Mai: Abschlüsse 10.58, 10.70, 10.67, Schlußkurse 10.66—10.68. bbox=[1247, 123, 1647, 206]
table-row: Comp. Hispano 211.75 213.25 Rütgerswerke 40.25 41.12 bbox=[845, 563, 1230, 575]
ny-baumwolle-table: 13.10. 11.10. 12.55 12.60 Loco — — — — Oktober 12.24 12.24 12.40 12.34 Dezember 12.36 12.31 12.42 12.44 Jänner 1935 12.37 12.33 12.45 12.42 März 12.42 12.44 12.57 12.55 Mai 12.51 12.53 12.61 12.60 Juli 12.52 12.53 12.64 12.64 bbox=[438, 561, 827, 679]
alex-table bbox=[1247, 1006, 1647, 1071]
newyork-boerse-subtitle: Nachbebend bbox=[193, 1361, 262, 1373]
effekten-table: 13.10. 12.10. 13.10. 12.10. AKU 62.25 64.— Metallgesellsch. 86.25 — AEG 29.— 28.87 Montecatini — — Aschaffenburg 57.50 56.75 Niederl. Kohle — 175.— Bayer. Motoren 131.— 131.— Orenst.-Kopp. 58.25 58.25 J. P. Bemberg 124.50 122.50 Phönix Bergbau 43.75 43.62 Berger — 125.75 Polyphonwerke 17.— 17.— Berlin-Karlsruh. 117.50 116.75 Rhein. Braunk. 222.— 222.— Berl. Maschinen 111.— 110.50 Rhein. Elektr. 101.50 100.50 Buderus 87.50 87.75 Rhein. Stahl 91.— 91.75 Charlott. Wasser 97.75 97.75 Rh.-Westf. Elekt. 104.62 105.— Comp. Hispano 211.75 213.25 Rütgerswerke 40.25 41.12 Conti Gummi 131.75 132.25 Salzdetfurth 157.— 155.— Conti Linoleum — — Schles. Bergbau 27.25 27.62 Daimler-Benz 51.12 51.37 Schles. Elektr. und Gas 134.— 133.50 Deutsche Erdöl 102.37 101.75 Schubert-Salzer 156.— 156.— Deutsche Linol. 55.12 55.25 Schuckert & Co. 95.— 94.12 Elektr. Lieferung 104.25 104.75 Schultheiß-Patz. 110.50 110.25 I. G. Farben 141.62 141.75 Siemens-Halske 142.62 142.— Felten & Guill. 74.25 74.— Stöhr & Co. 98.50 97.50 Gelsenkirchen 62.50 62.50 Stolberg Zink 67.25 67.25 Ges. el. Untern. 109.37 109.75 Südd. Zucker 190.— 190.— Goldschmidt — — Thüringer Gas 128.— — Harpener Bergb. 105.62 105.75 Leonh. Tietz 20.75 20.25 Hoesch-Köln 77.87 76.87 Ver. Glanzstoff — — Philipp Holzmann 79.— 78.75 Ver. Stahlwerke 43.— 43.12 Ilse Bergbau 131.— 131.25 Westd. Kaufhof 32.50 32.62 Kali Aschersl. 119.— 119.50 Zellstoff Waldh. 46.75 47.25 Klöckner Werke 75.— 75.12 Reichsbank 148.87 147.50 Koks AG 97.12 97.50 HAPAG 23.62 23.25 Mannesmann 74.62 74.25 Hamburg-Süd — — Mansfeld Bergb. 85.— 83.25 Nordd. Lloyd 30.62 30.75 Maximilianshütte 155.— 155.50 Otavi Minen 13.50 13.37 bbox=[842, 419, 1231, 845]
zucker-table: Ware Geld gezahlt Oktober 4.6 4.7½ — November 4.6 4.7½ — Dezember 4.5¾ 4.6¼ — Jänner 1935 4.6 4.6½ — Februar 4.6 4.6½ — März 4.6 4.6¾ 4.6¾ April 4.6¾ 4.7 — Mai 4.7 4.7½ — Juni 4.8 4.9 — Juli 4.8¾ 4.9 — August 4.9¾ 4.10 — September 4.10½ 4.10¾ — Dezember 4.10½ 4.11 — bbox=[842, 1065, 1231, 1247]
table-row: September 4.10½ 4.10¾ — bbox=[845, 1222, 1229, 1233]
ny-baumwolle-head: New York, 13. Oktober. Schluß bbox=[438, 547, 605, 558]
table-row: Zürich 779 375 781 375 779 25 781 25 2 bbox=[36, 497, 420, 508]
paper-name: Deutsche Zeitung Bohemia bbox=[33, 33, 263, 50]
bremen-head: Bremen, 13. Oktober. Schluß. Tendenz kaum beh. bbox=[1247, 486, 1518, 498]
table-row: Budapest 707 25 709 35* 707.25 709.35* 4½ bbox=[36, 202, 420, 213]
table-row: Maximilianshütte 155.— 155.50 Otavi Minen 13.50 13.37 bbox=[845, 833, 1230, 844]
table-row: Jänner 1935 6.73 6.80 Dezember 6.45 6.45 bbox=[1249, 726, 1644, 738]
table-row: Berl. Maschinen 111.— 110.50 Rhein. Elektr. 101.50 100.50 bbox=[845, 525, 1230, 536]
hopfen-subtitle: Stetig bbox=[1431, 1275, 1463, 1287]
metalle-right-text: Berlin, 13. Oktober. (Schluß.) Kupfer Elektrolyt 41.25, bis — 45.50. London, 13. Oktober. (Schluß.) Silber per Kasse 24.37, Silber Lieferung 24.50, Gold 142.8.50. bbox=[1247, 1177, 1647, 1217]
table-row: Mai 6.64 6.66 April — — bbox=[1249, 777, 1644, 789]
table-row: Goldschmidt — — Thüringer Gas 128.— — bbox=[845, 704, 1230, 716]
metalle-right-title: Metalle bbox=[1418, 1157, 1475, 1172]
table-row: Stockholm 598 — 601.50 597 — 600.50 2½ bbox=[36, 445, 420, 457]
table-row: Danzig 783.50 789.50* 783.50 786.0 3 bbox=[36, 240, 420, 252]
table-row: Loco — — — — bbox=[440, 589, 824, 601]
hamburg-waren-title: Hamburger Warenmarkt bbox=[1355, 295, 1539, 310]
table-row: Rio de Janeiro 173.— 177.—* 173.— 177.—* bbox=[36, 569, 420, 581]
table-row: Buen. Aires 617 — 622.3 —* 617 — 622.3* — bbox=[36, 214, 420, 226]
table-row: Jänner 1935 4.6 4.6½ — bbox=[845, 1119, 1229, 1131]
table-row: Dezember 12.37 12.37 12.45 12.45 bbox=[440, 736, 824, 748]
baumwolle-title: Baumwolle bbox=[591, 366, 674, 381]
dollar-paritaeten-text: Prag, 13. Oktober. New York 23.70.87, Berlin 964.37.50, London 116.77, Paris 157.67, Zürich 780.—, Mailand 204.88, Amsterdam 1621.50, Wien 451.62.50, Budapest 714.75, Belgrad 55.—, Oslo 586.50, Kopenhagen 521.60, Stockholm 602.—, Brüssel 558.37.50, Madrid 326.70. bbox=[438, 304, 827, 358]
table-row: Juni 6.59 6.59 Mai 6.44 6.44 bbox=[1249, 790, 1644, 802]
budapest-prod-title: Budapester Produktenbörse bbox=[1342, 103, 1552, 119]
table-row: Daimler-Benz 51.12 51.37 Schles. Elektr. und Gas 134.— 133.50 bbox=[845, 602, 1230, 613]
olm-prod-text: Olmütz, 13. Oktober. Das Geschäft in Brotgetreide befestigte sich unbedeutend auf alle Unterwertionmeister. Weizen mährisch 155—160, Roggen mährisch 122—125, Gerste 140—170, Hafer 115—120, Kartoffeln 60—70 Kč pro 100 kg. Der Markt war ruhig, die Umsätze gering. Futtermittel unverändert. bbox=[842, 1382, 1231, 1450]
